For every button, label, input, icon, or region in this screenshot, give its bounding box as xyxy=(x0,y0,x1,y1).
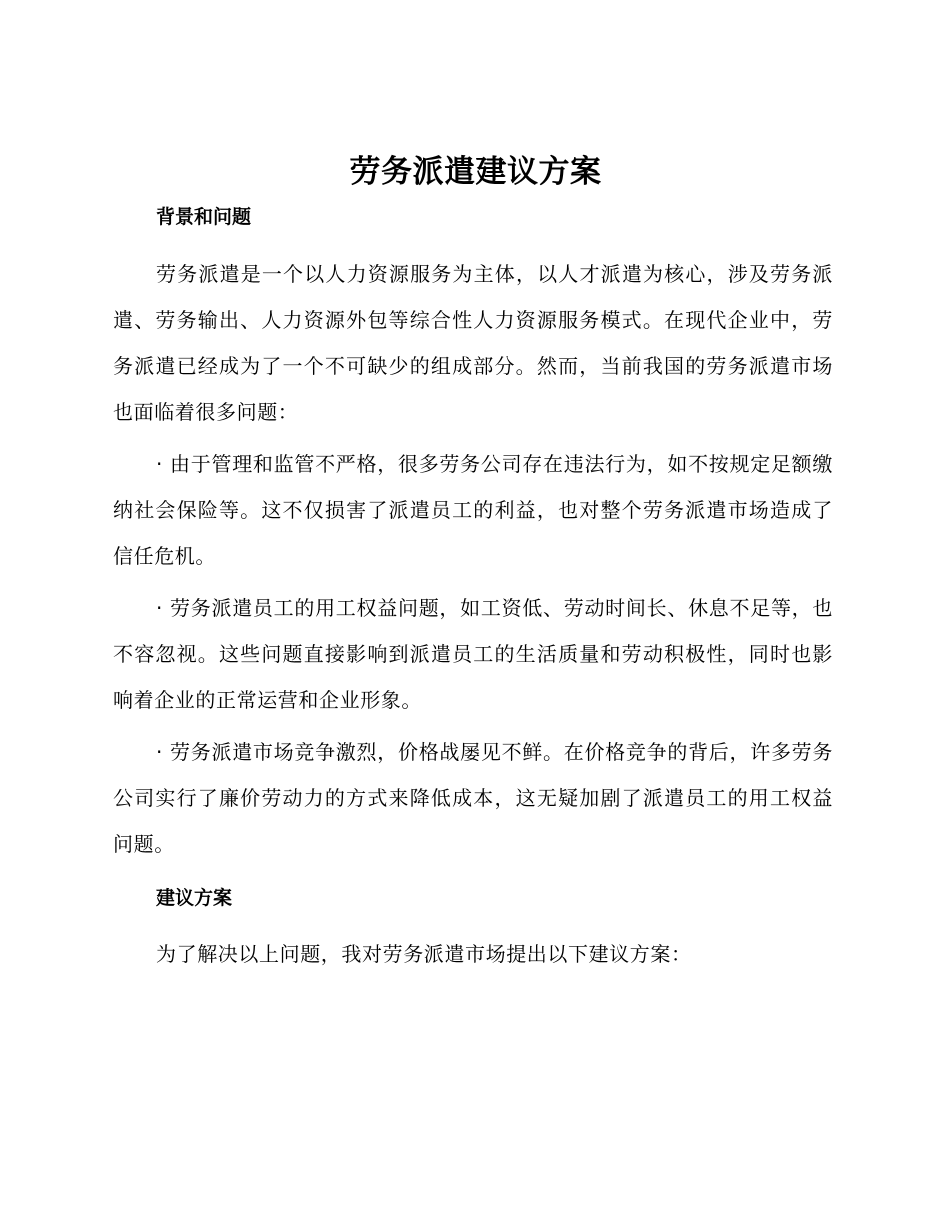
document-title: 劳务派遣建议方案 xyxy=(349,154,602,190)
background-paragraph: 劳务派遣是一个以人力资源服务为主体，以人才派遣为核心，涉及劳务派遣、劳务输出、人力资源外包等综合性人力资源服务模式。在现代企业中，劳务派遣已经成为了一个不可缺少的组成部分。然而，当前我国的劳务派遣市场也面临着很多问题： xyxy=(113,262,833,424)
bullet-item-3: · 劳务派遣市场竞争激烈，价格战屡见不鲜。在价格竞争的背后，许多劳务公司实行了廉价劳动力的方式来降低成本，这无疑加剧了派遣员工的用工权益问题。 xyxy=(113,740,833,856)
section-heading-proposal: 建议方案 xyxy=(156,887,233,909)
document-page xyxy=(113,150,833,977)
bullet-item-2: · 劳务派遣员工的用工权益问题，如工资低、劳动时间长、休息不足等，也不容忽视。这些问题直接影响到派遣员工的生活质量和劳动积极性，同时也影响着企业的正常运营和企业形象。 xyxy=(113,596,833,712)
bullet-item-1: · 由于管理和监管不严格，很多劳务公司存在违法行为，如不按规定足额缴纳社会保险等。这不仅损害了派遣员工的利益，也对整个劳务派遣市场造成了信任危机。 xyxy=(113,452,833,568)
proposal-paragraph: 为了解决以上问题，我对劳务派遣市场提出以下建议方案： xyxy=(156,942,692,966)
section-heading-background: 背景和问题 xyxy=(156,206,252,228)
